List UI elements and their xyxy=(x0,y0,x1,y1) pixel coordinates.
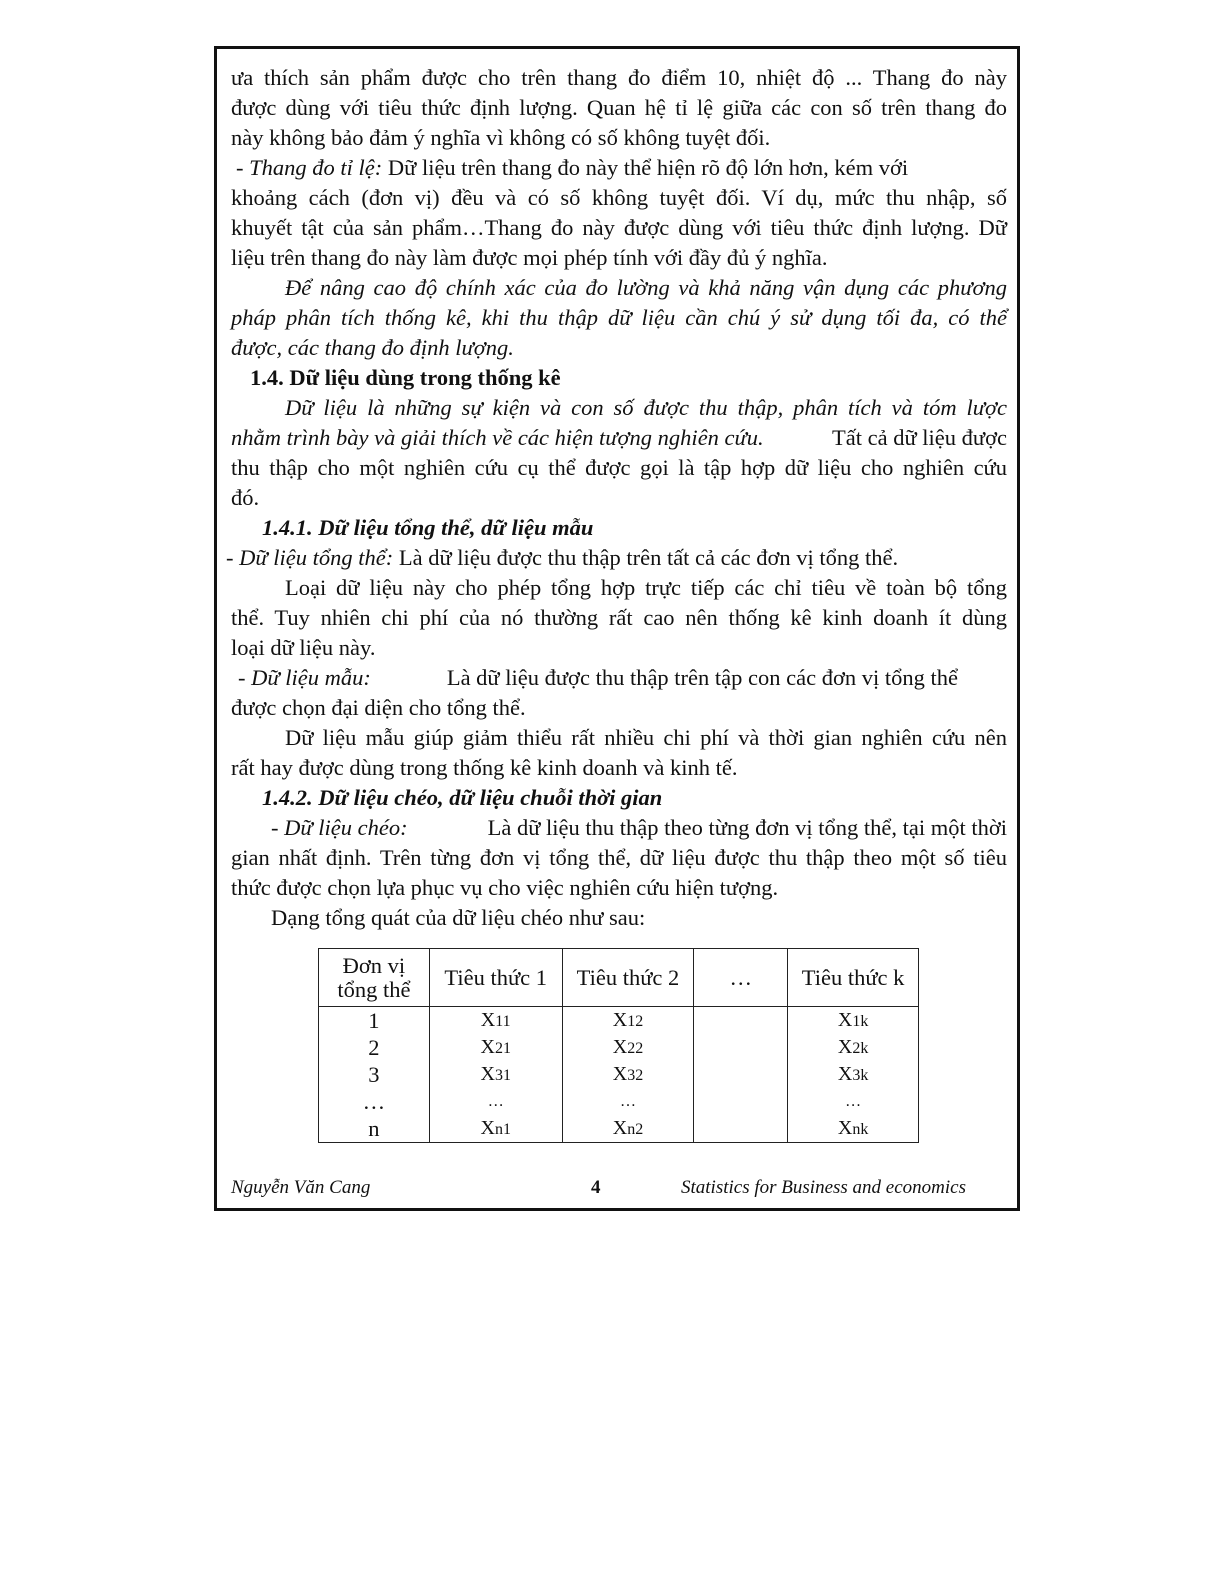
sample-data-line xyxy=(238,663,958,693)
subsection-heading: 1.4.2. Dữ liệu chéo, dữ liệu chuỗi thời gian xyxy=(262,785,663,810)
ellipsis-cell xyxy=(694,1007,788,1035)
value-cell: Xnk xyxy=(788,1115,919,1143)
cross-line: thức được chọn lựa phục vụ cho việc nghiên cứu hiện tượng. xyxy=(231,875,779,900)
paragraph-line: này không bảo đảm ý nghĩa vì không có số không tuyệt đối. xyxy=(231,125,771,150)
value-cell: Xn2 xyxy=(562,1115,694,1143)
value-cell: … xyxy=(429,1088,562,1115)
ratio-scale-line: khoảng cách (đơn vị) đều và có số không tuyệt đối. Ví dụ, mức thu nhập, số xyxy=(231,185,1007,210)
table-row xyxy=(319,1088,919,1115)
population-data-label: - Dữ liệu tổng thể: xyxy=(226,545,394,570)
header-unit: Đơn vị tổng thể xyxy=(319,949,430,1007)
sample-data-text: Là dữ liệu được thu thập trên tập con các đơn vị tổng thể xyxy=(446,665,958,690)
population-line: Loại dữ liệu này cho phép tổng hợp trực tiếp các chỉ tiêu về toàn bộ tổng xyxy=(285,575,1007,600)
value-cell: … xyxy=(788,1088,919,1115)
ratio-scale-text: Dữ liệu trên thang đo này thể hiện rõ độ lớn hơn, kém với xyxy=(387,155,909,180)
cross-data-text: Là dữ liệu thu thập theo từng đơn vị tổng thể, tại một thời xyxy=(487,815,1007,840)
footer-page-number: 4 xyxy=(591,1177,601,1198)
unit-cell: … xyxy=(319,1088,430,1115)
general-form-line: Dạng tổng quát của dữ liệu chéo như sau: xyxy=(271,905,646,930)
value-cell: X22 xyxy=(562,1034,694,1061)
subsection-heading: 1.4.1. Dữ liệu tổng thể, dữ liệu mẫu xyxy=(262,515,594,540)
population-line: loại dữ liệu này. xyxy=(231,635,376,660)
header-criterion-2: Tiêu thức 2 xyxy=(562,949,694,1007)
footer-author: Nguyễn Văn Cang xyxy=(231,1177,371,1198)
sample-data-label: - Dữ liệu mẫu: xyxy=(238,665,371,690)
value-cell: Xn1 xyxy=(429,1115,562,1143)
value-cell: X3k xyxy=(788,1061,919,1088)
footer-book-title: Statistics for Business and economics xyxy=(681,1177,966,1198)
unit-cell: 1 xyxy=(319,1007,430,1035)
value-cell: X21 xyxy=(429,1034,562,1061)
ellipsis-cell xyxy=(694,1088,788,1115)
section-heading: 1.4. Dữ liệu dùng trong thống kê xyxy=(250,365,561,390)
ratio-scale-label: - Thang đo tỉ lệ: xyxy=(236,155,383,180)
population-line: thể. Tuy nhiên chi phí của nó thường rất cao nên thống kê kinh doanh ít dùng xyxy=(231,605,1007,630)
value-cell: X1k xyxy=(788,1007,919,1035)
paragraph-line: được dùng với tiêu thức định lượng. Quan hệ tỉ lệ giữa các con số trên thang đo xyxy=(231,95,1007,120)
definition-line: thu thập cho một nghiên cứu cụ thể được gọi là tập hợp dữ liệu cho nghiên cứu xyxy=(231,455,1007,480)
cross-line: gian nhất định. Trên từng đơn vị tổng thể, dữ liệu được thu thập theo một số tiêu xyxy=(231,845,1007,870)
cross-data-table xyxy=(318,948,919,1143)
ellipsis-cell xyxy=(694,1061,788,1088)
ratio-scale-line: khuyết tật của sản phẩm…Thang đo này được dùng với tiêu thức định lượng. Dữ xyxy=(231,215,1007,240)
definition-line: đó. xyxy=(231,485,260,510)
ratio-scale-line xyxy=(236,153,1012,183)
header-ellipsis: … xyxy=(694,949,788,1007)
population-data-line xyxy=(226,543,1002,573)
cross-data-line xyxy=(271,813,1007,843)
note-line: được, các thang đo định lượng. xyxy=(231,335,514,360)
unit-cell: 2 xyxy=(319,1034,430,1061)
table-header-row xyxy=(319,949,919,1007)
ellipsis-cell xyxy=(694,1115,788,1143)
definition-italic: nhằm trình bày và giải thích về các hiện tượng nghiên cứu. xyxy=(231,425,764,450)
value-cell: … xyxy=(562,1088,694,1115)
table-row xyxy=(319,1115,919,1143)
sample-line: Dữ liệu mẫu giúp giảm thiểu rất nhiều chi phí và thời gian nghiên cứu nên xyxy=(285,725,1007,750)
sample-line: rất hay được dùng trong thống kê kinh doanh và kinh tế. xyxy=(231,755,738,780)
header-criterion-k: Tiêu thức k xyxy=(788,949,919,1007)
table-row xyxy=(319,1034,919,1061)
unit-cell: 3 xyxy=(319,1061,430,1088)
paragraph-line: ưa thích sản phẩm được cho trên thang đo điểm 10, nhiệt độ ... Thang đo này xyxy=(231,65,1007,90)
value-cell: X12 xyxy=(562,1007,694,1035)
population-data-text: Là dữ liệu được thu thập trên tất cả các đơn vị tổng thể. xyxy=(398,545,899,570)
definition-line xyxy=(231,423,1007,453)
header-criterion-1: Tiêu thức 1 xyxy=(429,949,562,1007)
definition-line: Dữ liệu là những sự kiện và con số được thu thập, phân tích và tóm lược xyxy=(285,395,1007,420)
cross-data-label: - Dữ liệu chéo: xyxy=(271,815,408,840)
sample-line: được chọn đại diện cho tổng thể. xyxy=(231,695,526,720)
value-cell: X31 xyxy=(429,1061,562,1088)
note-line: pháp phân tích thống kê, khi thu thập dữ liệu cần chú ý sử dụng tối đa, có thể xyxy=(231,305,1007,330)
ratio-scale-line: liệu trên thang đo này làm được mọi phép tính với đầy đủ ý nghĩa. xyxy=(231,245,828,270)
table-row xyxy=(319,1007,919,1035)
value-cell: X11 xyxy=(429,1007,562,1035)
value-cell: X2k xyxy=(788,1034,919,1061)
definition-rest: Tất cả dữ liệu được xyxy=(832,425,1007,450)
note-line: Để nâng cao độ chính xác của đo lường và khả năng vận dụng các phương xyxy=(285,275,1007,300)
unit-cell: n xyxy=(319,1115,430,1143)
table-row xyxy=(319,1061,919,1088)
ellipsis-cell xyxy=(694,1034,788,1061)
value-cell: X32 xyxy=(562,1061,694,1088)
